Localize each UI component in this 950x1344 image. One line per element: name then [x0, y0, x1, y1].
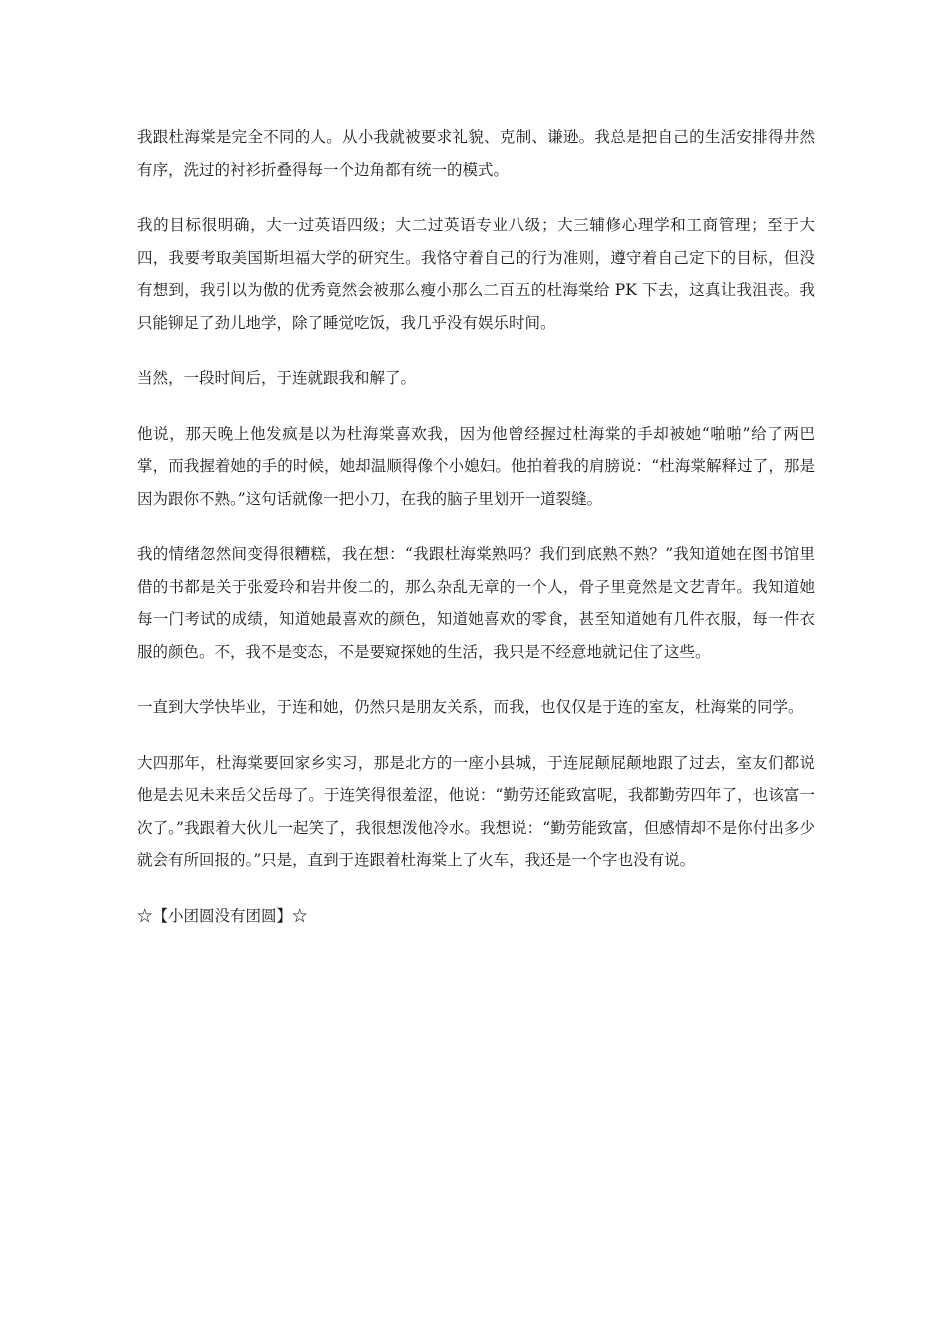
paragraph: 当然，一段时间后，于连就跟我和解了。: [137, 369, 417, 387]
paragraph: 他说，那天晚上他发疯是以为杜海棠喜欢我，因为他曾经握过杜海棠的手却被她“啪啪”给了两巴掌，而我握着她的手的时候，她却温顺得像个小媳妇。他拍着我的肩膀说：“杜海棠解释过了，那是因为跟你不熟。”这句话就像一把小刀，在我的脑子里划开一道裂缝。: [137, 424, 815, 508]
paragraph: 我的情绪忽然间变得很糟糕，我在想：“我跟杜海棠熟吗？我们到底熟不熟？”我知道她在图书馆里借的书都是关于张爱玲和岩井俊二的，那么杂乱无章的一个人，骨子里竟然是文艺青年。我知道她每一门考试的成绩，知道她最喜欢的颜色，知道她喜欢的零食，甚至知道她有几件衣服，每一件衣服的颜色。不，我不是变态，不是要窥探她的生活，我只是不经意地就记住了这些。: [137, 545, 815, 661]
paragraph: 我的目标很明确，大一过英语四级；大二过英语专业八级；大三辅修心理学和工商管理；至于大四，我要考取美国斯坦福大学的研究生。我恪守着自己的行为准则，遵守着自己定下的目标，但没有想到，我引以为傲的优秀竟然会被那么瘦小那么二百五的杜海棠给 PK 下去，这真让我沮丧。我只能铆足了劲儿地学，除了睡觉吃饭，我几乎没有娱乐时间。: [137, 216, 815, 332]
document-body: [137, 121, 815, 932]
paragraph: 我跟杜海棠是完全不同的人。从小我就被要求礼貌、克制、谦逊。我总是把自己的生活安排得井然有序，洗过的衬衫折叠得每一个边角都有统一的模式。: [137, 128, 815, 179]
paragraph: 一直到大学快毕业，于连和她，仍然只是朋友关系，而我，也仅仅是于连的室友，杜海棠的同学。: [137, 698, 804, 716]
section-title: ☆【小团圆没有团圆】☆: [137, 906, 308, 925]
paragraph: 大四那年，杜海棠要回家乡实习，那是北方的一座小县城，于连屁颠屁颠地跟了过去，室友们都说他是去见未来岳父岳母了。于连笑得很羞涩，他说：“勤劳还能致富呢，我都勤劳四年了，也该富一次了。”我跟着大伙儿一起笑了，我很想泼他冷水。我想说：“勤劳能致富，但感情却不是你付出多少就会有所回报的。”只是，直到于连跟着杜海棠上了火车，我还是一个字也没有说。: [137, 753, 815, 869]
